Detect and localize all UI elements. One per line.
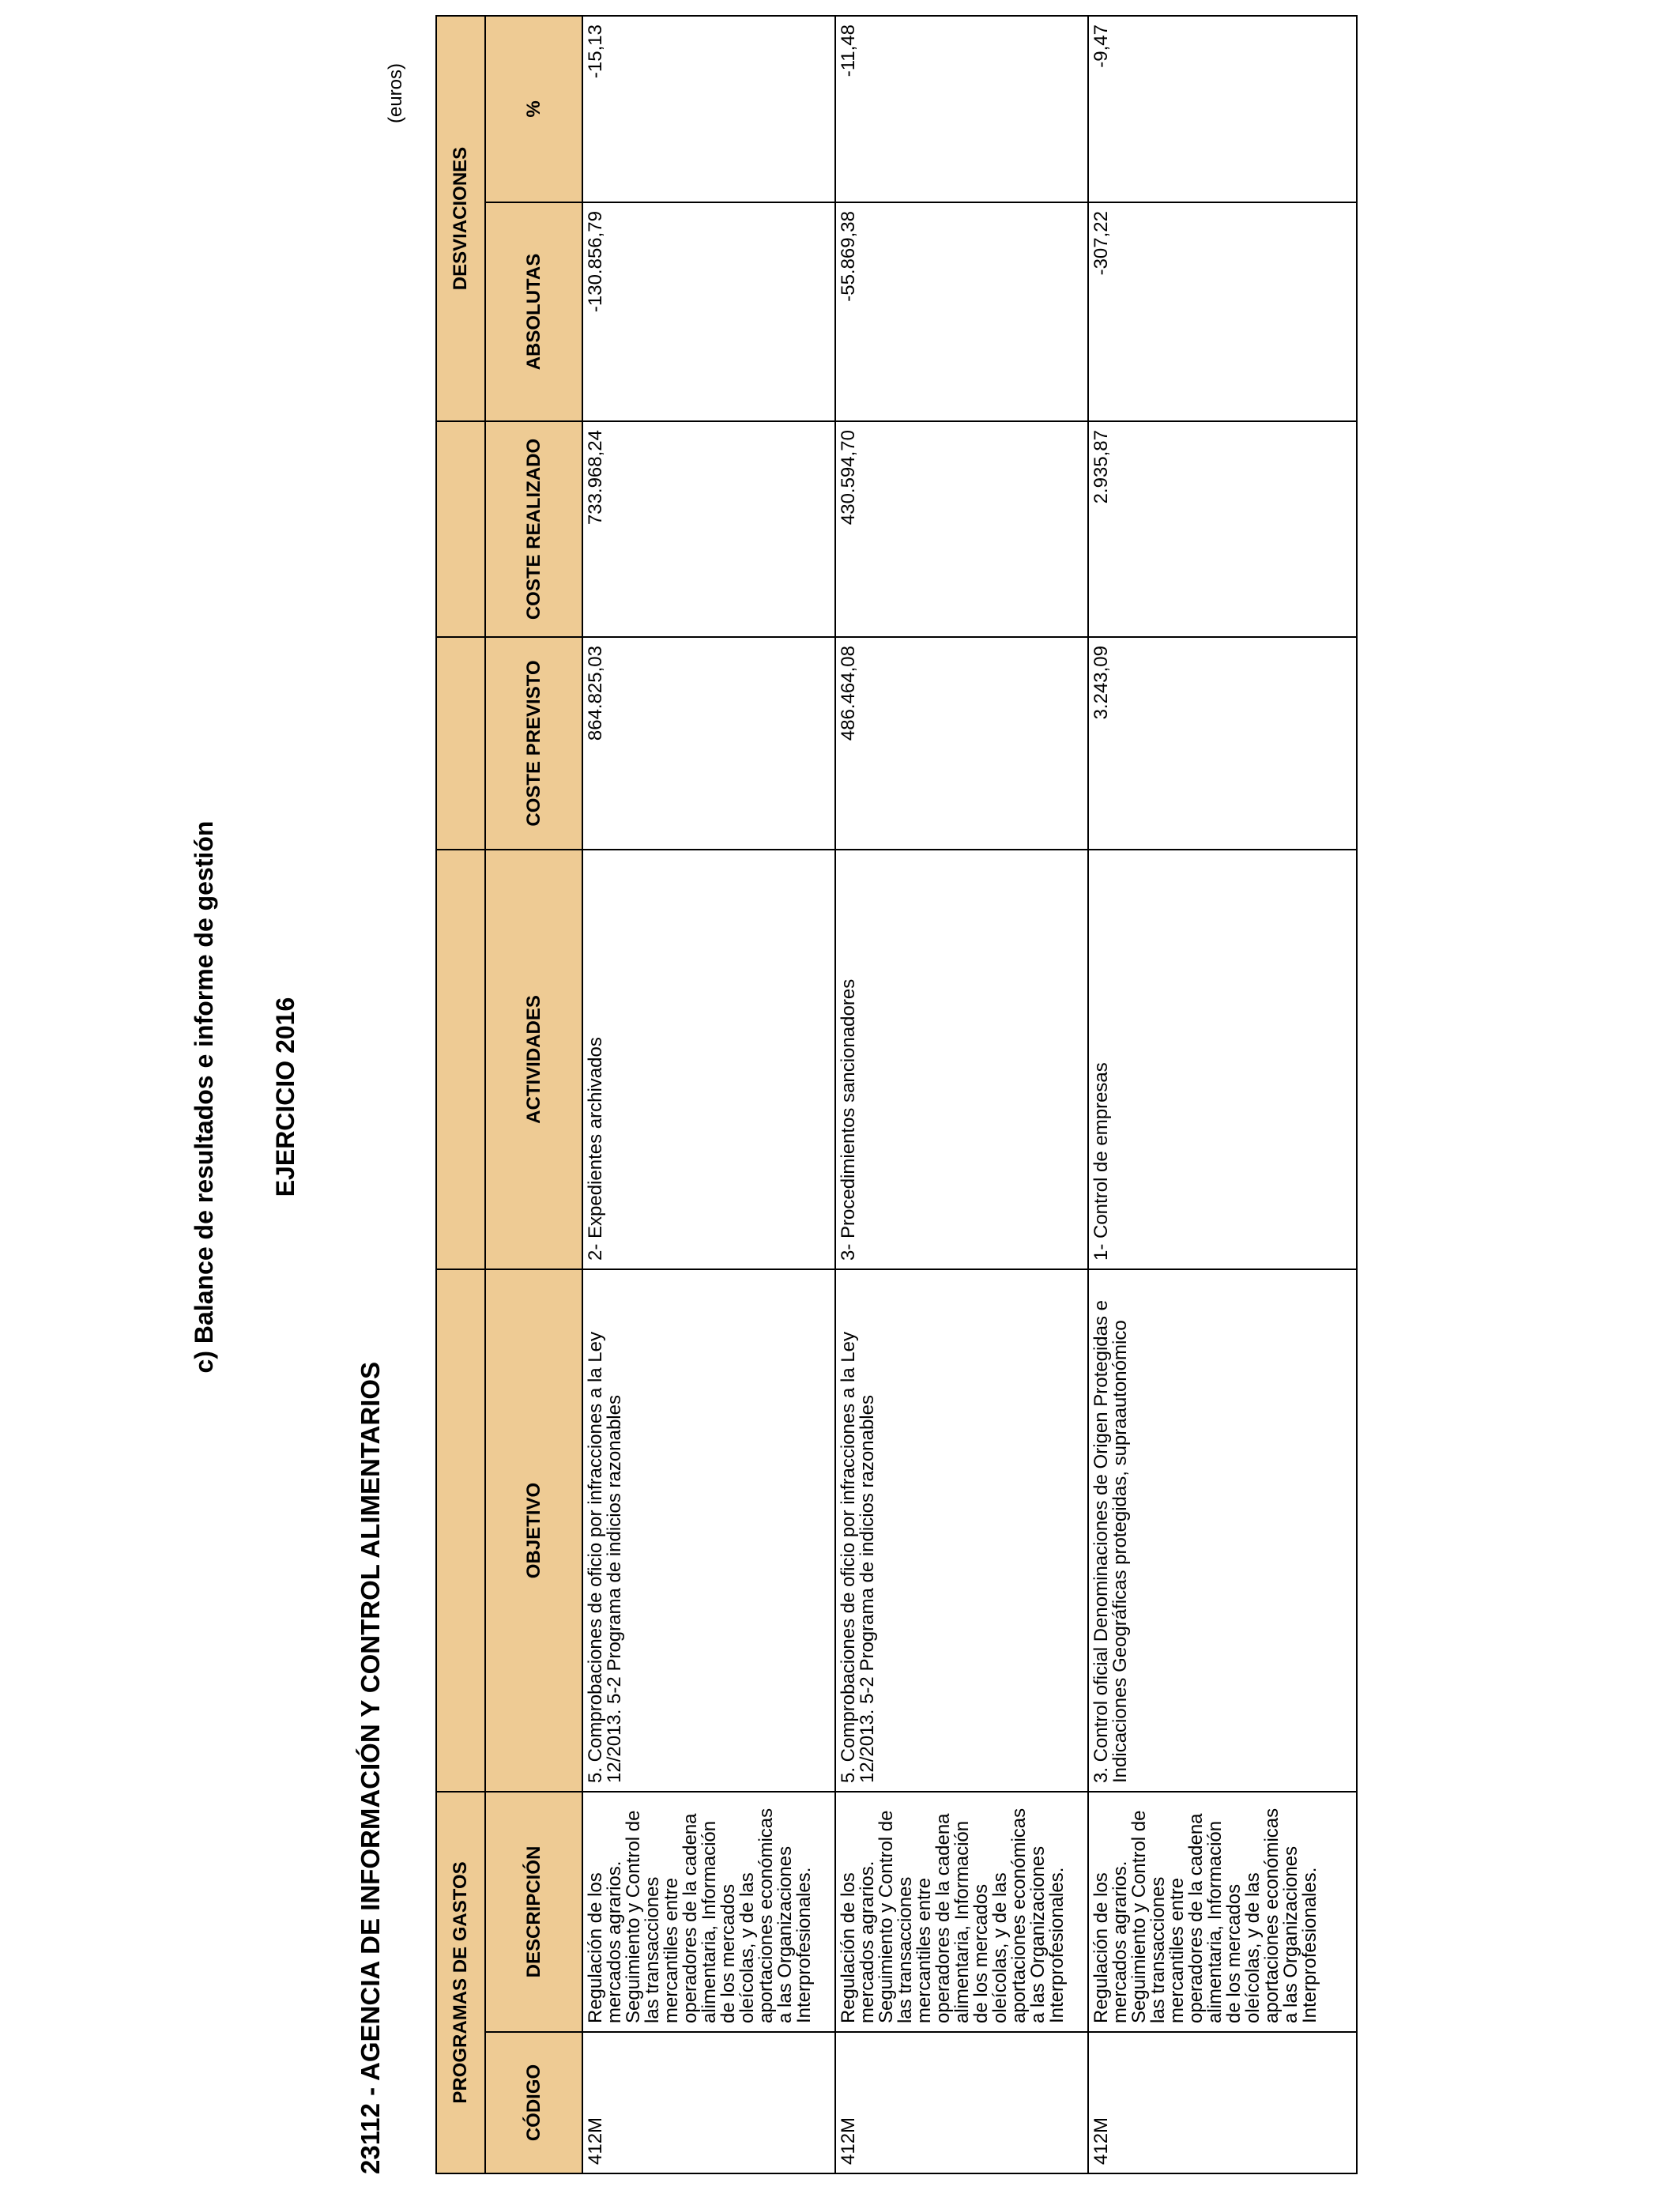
cell-actividades: 3- Procedimientos sancionadores <box>835 850 1088 1269</box>
header-porcentaje: % <box>485 16 582 202</box>
header-spacer-coste-previsto <box>436 637 485 850</box>
header-spacer-coste-realizado <box>436 421 485 637</box>
header-objetivo: OBJETIVO <box>485 1269 582 1792</box>
column-header-row <box>485 16 582 2173</box>
header-programas-de-gastos: PROGRAMAS DE GASTOS <box>436 1792 485 2173</box>
header-spacer-actividades <box>436 850 485 1269</box>
cell-coste-realizado: 733.968,24 <box>582 421 835 637</box>
organization-title: 23112 - AGENCIA DE INFORMACIÓN Y CONTROL ALIMENTARIOS <box>356 1361 385 2174</box>
cell-objetivo: 3. Control oficial Denominaciones de Origen Protegidas e Indicaciones Geográficas protegidas, supraautonómico <box>1088 1269 1357 1792</box>
cell-objetivo: 5. Comprobaciones de oficio por infracciones a la Ley 12/2013. 5-2 Programa de indicios razonables <box>582 1269 835 1792</box>
cell-objetivo: 5. Comprobaciones de oficio por infracciones a la Ley 12/2013. 5-2 Programa de indicios razonables <box>835 1269 1088 1792</box>
header-absolutas: ABSOLUTAS <box>485 202 582 421</box>
cell-coste-realizado: 430.594,70 <box>835 421 1088 637</box>
cell-actividades: 2- Expedientes archivados <box>582 850 835 1269</box>
header-coste-previsto: COSTE PREVISTO <box>485 637 582 850</box>
cell-coste-realizado: 2.935,87 <box>1088 421 1357 637</box>
cell-descripcion: Regulación de los mercados agrarios. Seguimiento y Control de las transacciones mercantiles entre operadores de la cadena alimentaria, Información de los mercados oleícolas, y de las aportaciones económicas a las Organizaciones Interprofesionales. <box>835 1792 1088 2032</box>
header-codigo: CÓDIGO <box>485 2032 582 2173</box>
units-label: (euros) <box>385 62 406 123</box>
group-header-row <box>436 16 485 2173</box>
cell-coste-previsto: 864.825,03 <box>582 637 835 850</box>
document-title: c) Balance de resultados e informe de gestión <box>190 820 218 1374</box>
cell-absolutas: -130.856,79 <box>582 202 835 421</box>
header-spacer-objetivo <box>436 1269 485 1792</box>
cell-porcentaje: -9,47 <box>1088 16 1357 202</box>
cell-codigo: 412M <box>835 2032 1088 2173</box>
header-coste-realizado: COSTE REALIZADO <box>485 421 582 637</box>
results-table <box>435 15 1358 2174</box>
cell-codigo: 412M <box>1088 2032 1357 2173</box>
cell-absolutas: -307,22 <box>1088 202 1357 421</box>
cell-codigo: 412M <box>582 2032 835 2173</box>
table-row <box>582 16 835 2173</box>
header-descripcion: DESCRIPCIÓN <box>485 1792 582 2032</box>
cell-porcentaje: -15,13 <box>582 16 835 202</box>
cell-descripcion: Regulación de los mercados agrarios. Seguimiento y Control de las transacciones mercantiles entre operadores de la cadena alimentaria, Información de los mercados oleícolas, y de las aportaciones económicas a las Organizaciones Interprofesionales. <box>1088 1792 1357 2032</box>
cell-coste-previsto: 3.243,09 <box>1088 637 1357 850</box>
cell-absolutas: -55.869,38 <box>835 202 1088 421</box>
header-desviaciones: DESVIACIONES <box>436 16 485 421</box>
table-row <box>835 16 1088 2173</box>
cell-coste-previsto: 486.464,08 <box>835 637 1088 850</box>
cell-porcentaje: -11,48 <box>835 16 1088 202</box>
document-subtitle: EJERCICIO 2016 <box>271 997 299 1197</box>
header-actividades: ACTIVIDADES <box>485 850 582 1269</box>
cell-actividades: 1- Control de empresas <box>1088 850 1357 1269</box>
table-row <box>1088 16 1357 2173</box>
cell-descripcion: Regulación de los mercados agrarios. Seguimiento y Control de las transacciones mercantiles entre operadores de la cadena alimentaria, Información de los mercados oleícolas, y de las aportaciones económicas a las Organizaciones Interprofesionales. <box>582 1792 835 2032</box>
